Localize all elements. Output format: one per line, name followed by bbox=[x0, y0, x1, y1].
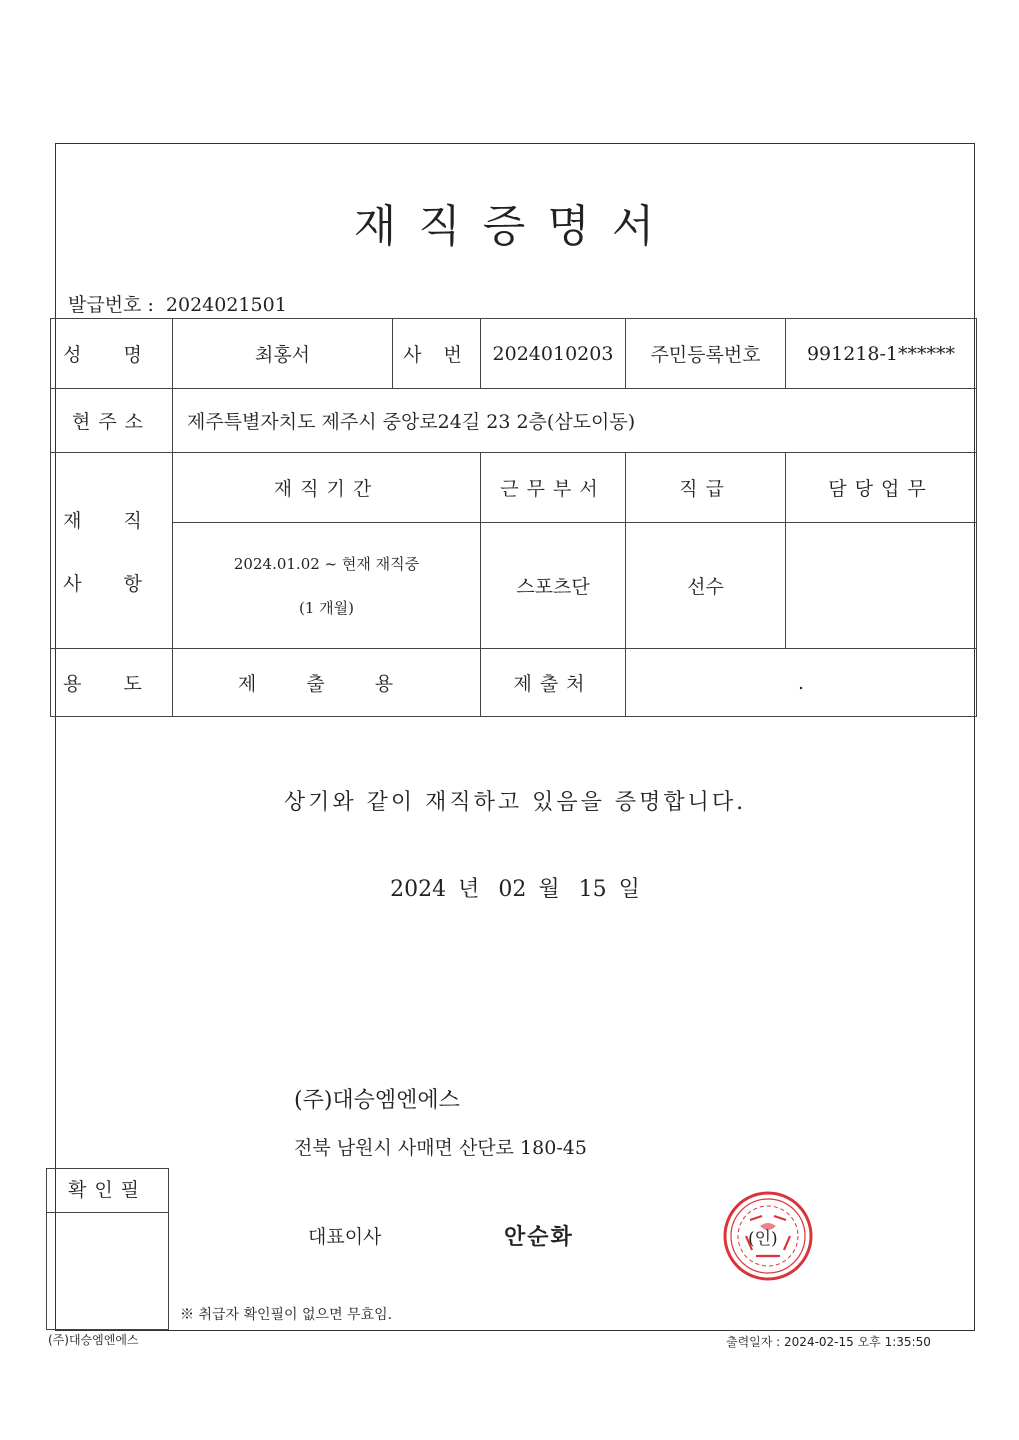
dept-value: 스포츠단 bbox=[481, 523, 626, 649]
seal-mark: (인) bbox=[748, 1229, 778, 1249]
rrn-label: 주민등록번호 bbox=[626, 319, 786, 389]
duty-header: 담당업무 bbox=[786, 453, 977, 523]
destination-label: 제출처 bbox=[481, 649, 626, 717]
emp-no-label: 사 번 bbox=[393, 319, 481, 389]
period-value: 2024.01.02 ~ 현재 재직중 (1 개월) bbox=[173, 523, 481, 649]
company-address: 전북 남원시 사매면 산단로 180-45 bbox=[294, 1137, 587, 1159]
confirm-label: 확인필 bbox=[46, 1168, 169, 1213]
representative-name: 안순화 bbox=[504, 1224, 574, 1250]
footer-print-date: 출력일자 : 2024-02-15 오후 1:35:50 bbox=[726, 1335, 931, 1349]
duty-value bbox=[786, 523, 977, 649]
rank-value: 선수 bbox=[626, 523, 786, 649]
issue-number: 2024021501 bbox=[165, 294, 287, 316]
company-name: (주)대승엠엔에스 bbox=[294, 1088, 460, 1113]
period-header: 재직기간 bbox=[173, 453, 481, 523]
usage-label: 용 도 bbox=[51, 649, 173, 717]
address-value: 제주특별자치도 제주시 중앙로24길 23 2층(삼도이동) bbox=[173, 389, 977, 453]
name-value: 최홍서 bbox=[173, 319, 393, 389]
issue-date: 2024 년 02 월 15 일 bbox=[390, 877, 640, 902]
footer-company: (주)대승엠엔에스 bbox=[48, 1333, 139, 1347]
representative-title: 대표이사 bbox=[308, 1226, 382, 1248]
usage-value: 제 출 용 bbox=[173, 649, 481, 717]
certification-statement: 상기와 같이 재직하고 있음을 증명합니다. bbox=[283, 790, 747, 815]
emp-no-value: 2024010203 bbox=[481, 319, 626, 389]
name-label: 성 명 bbox=[51, 319, 173, 389]
dept-header: 근무부서 bbox=[481, 453, 626, 523]
document-title: 재직증명서 bbox=[353, 201, 677, 252]
issue-number-row bbox=[68, 290, 293, 317]
validity-note: ※ 취급자 확인필이 없으면 무효임. bbox=[180, 1307, 393, 1323]
rrn-value: 991218-1****** bbox=[786, 319, 977, 389]
rank-header: 직급 bbox=[626, 453, 786, 523]
destination-value: . bbox=[626, 649, 977, 717]
employment-label: 재 직 사 항 bbox=[51, 453, 173, 649]
issue-number-label: 발급번호 : bbox=[68, 294, 154, 316]
address-label: 현주소 bbox=[51, 389, 173, 453]
info-table bbox=[50, 318, 977, 717]
